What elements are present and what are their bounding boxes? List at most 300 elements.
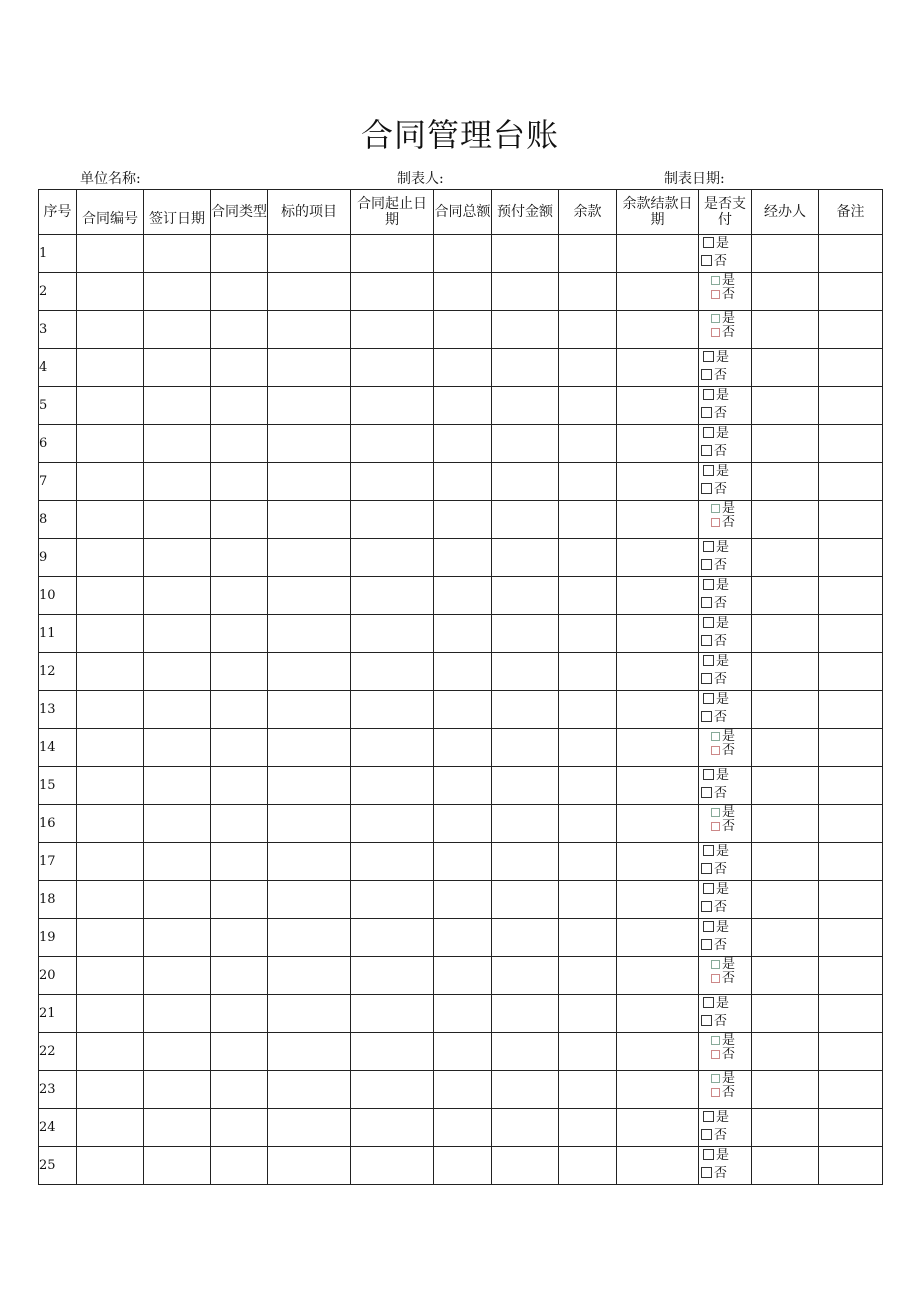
- cell-balance[interactable]: [559, 957, 617, 995]
- cell-balance-date[interactable]: [617, 919, 699, 957]
- cell-sign-date[interactable]: [144, 349, 211, 387]
- cell-total[interactable]: [434, 805, 492, 843]
- checkbox-icon[interactable]: [703, 465, 714, 476]
- cell-contract-no[interactable]: [77, 539, 144, 577]
- checkbox-icon[interactable]: [701, 369, 712, 380]
- cell-term[interactable]: [351, 1147, 434, 1185]
- checkbox-icon[interactable]: [701, 407, 712, 418]
- cell-prepaid[interactable]: [492, 273, 559, 311]
- cell-balance[interactable]: [559, 1109, 617, 1147]
- cell-sign-date[interactable]: [144, 843, 211, 881]
- cell-term[interactable]: [351, 273, 434, 311]
- cell-contract-type[interactable]: [211, 767, 268, 805]
- cell-balance[interactable]: [559, 387, 617, 425]
- cell-contract-no[interactable]: [77, 501, 144, 539]
- cell-handler[interactable]: [752, 1147, 819, 1185]
- cell-term[interactable]: [351, 957, 434, 995]
- cell-balance[interactable]: [559, 653, 617, 691]
- cell-total[interactable]: [434, 843, 492, 881]
- cell-remarks[interactable]: [819, 729, 883, 767]
- cell-contract-no[interactable]: [77, 881, 144, 919]
- cell-handler[interactable]: [752, 653, 819, 691]
- cell-subject[interactable]: [268, 995, 351, 1033]
- cell-total[interactable]: [434, 539, 492, 577]
- cell-balance-date[interactable]: [617, 729, 699, 767]
- cell-balance[interactable]: [559, 615, 617, 653]
- cell-handler[interactable]: [752, 805, 819, 843]
- paid-yes-option[interactable]: [703, 1149, 729, 1163]
- cell-remarks[interactable]: [819, 653, 883, 691]
- paid-yes-option[interactable]: [703, 541, 729, 555]
- cell-remarks[interactable]: [819, 957, 883, 995]
- cell-contract-type[interactable]: [211, 577, 268, 615]
- cell-sign-date[interactable]: [144, 539, 211, 577]
- cell-contract-type[interactable]: [211, 1147, 268, 1185]
- cell-prepaid[interactable]: [492, 501, 559, 539]
- cell-remarks[interactable]: [819, 463, 883, 501]
- cell-contract-type[interactable]: [211, 615, 268, 653]
- cell-contract-no[interactable]: [77, 767, 144, 805]
- cell-balance-date[interactable]: [617, 349, 699, 387]
- cell-contract-type[interactable]: [211, 653, 268, 691]
- cell-remarks[interactable]: [819, 691, 883, 729]
- cell-handler[interactable]: [752, 387, 819, 425]
- cell-contract-type[interactable]: [211, 729, 268, 767]
- cell-prepaid[interactable]: [492, 843, 559, 881]
- paid-no-option[interactable]: [711, 820, 735, 834]
- paid-yes-option[interactable]: [711, 502, 735, 516]
- paid-no-option[interactable]: [711, 326, 735, 340]
- checkbox-icon[interactable]: [703, 427, 714, 438]
- cell-balance-date[interactable]: [617, 425, 699, 463]
- cell-prepaid[interactable]: [492, 349, 559, 387]
- cell-sign-date[interactable]: [144, 1033, 211, 1071]
- cell-contract-no[interactable]: [77, 805, 144, 843]
- cell-contract-type[interactable]: [211, 919, 268, 957]
- cell-contract-type[interactable]: [211, 311, 268, 349]
- cell-prepaid[interactable]: [492, 1109, 559, 1147]
- cell-handler[interactable]: [752, 311, 819, 349]
- cell-prepaid[interactable]: [492, 805, 559, 843]
- cell-balance-date[interactable]: [617, 1033, 699, 1071]
- cell-balance[interactable]: [559, 235, 617, 273]
- cell-remarks[interactable]: [819, 767, 883, 805]
- cell-contract-no[interactable]: [77, 615, 144, 653]
- checkbox-icon[interactable]: [711, 746, 720, 755]
- cell-balance-date[interactable]: [617, 615, 699, 653]
- cell-remarks[interactable]: [819, 843, 883, 881]
- cell-term[interactable]: [351, 1071, 434, 1109]
- cell-term[interactable]: [351, 805, 434, 843]
- cell-prepaid[interactable]: [492, 957, 559, 995]
- cell-remarks[interactable]: [819, 273, 883, 311]
- cell-subject[interactable]: [268, 425, 351, 463]
- cell-contract-no[interactable]: [77, 919, 144, 957]
- paid-no-option[interactable]: [701, 939, 727, 953]
- cell-prepaid[interactable]: [492, 881, 559, 919]
- checkbox-icon[interactable]: [711, 1088, 720, 1097]
- cell-contract-type[interactable]: [211, 387, 268, 425]
- checkbox-icon[interactable]: [711, 290, 720, 299]
- cell-contract-type[interactable]: [211, 843, 268, 881]
- cell-sign-date[interactable]: [144, 1147, 211, 1185]
- cell-sign-date[interactable]: [144, 463, 211, 501]
- cell-balance-date[interactable]: [617, 577, 699, 615]
- cell-contract-type[interactable]: [211, 463, 268, 501]
- checkbox-icon[interactable]: [703, 883, 714, 894]
- cell-prepaid[interactable]: [492, 1071, 559, 1109]
- checkbox-icon[interactable]: [703, 769, 714, 780]
- cell-contract-no[interactable]: [77, 957, 144, 995]
- cell-balance-date[interactable]: [617, 387, 699, 425]
- cell-balance-date[interactable]: [617, 957, 699, 995]
- cell-handler[interactable]: [752, 235, 819, 273]
- cell-contract-no[interactable]: [77, 425, 144, 463]
- cell-remarks[interactable]: [819, 387, 883, 425]
- cell-handler[interactable]: [752, 881, 819, 919]
- paid-no-option[interactable]: [701, 901, 727, 915]
- checkbox-icon[interactable]: [703, 997, 714, 1008]
- cell-contract-type[interactable]: [211, 501, 268, 539]
- paid-no-option[interactable]: [701, 407, 727, 421]
- cell-term[interactable]: [351, 1109, 434, 1147]
- checkbox-icon[interactable]: [703, 389, 714, 400]
- paid-yes-option[interactable]: [703, 427, 729, 441]
- cell-balance[interactable]: [559, 273, 617, 311]
- cell-balance-date[interactable]: [617, 995, 699, 1033]
- cell-sign-date[interactable]: [144, 1071, 211, 1109]
- checkbox-icon[interactable]: [701, 1015, 712, 1026]
- checkbox-icon[interactable]: [701, 939, 712, 950]
- cell-subject[interactable]: [268, 653, 351, 691]
- cell-subject[interactable]: [268, 1109, 351, 1147]
- cell-contract-type[interactable]: [211, 957, 268, 995]
- checkbox-icon[interactable]: [703, 693, 714, 704]
- cell-handler[interactable]: [752, 1033, 819, 1071]
- paid-yes-option[interactable]: [711, 730, 735, 744]
- cell-handler[interactable]: [752, 501, 819, 539]
- paid-no-option[interactable]: [701, 635, 727, 649]
- cell-prepaid[interactable]: [492, 767, 559, 805]
- cell-handler[interactable]: [752, 1071, 819, 1109]
- cell-sign-date[interactable]: [144, 805, 211, 843]
- cell-contract-no[interactable]: [77, 1109, 144, 1147]
- cell-subject[interactable]: [268, 805, 351, 843]
- cell-balance-date[interactable]: [617, 691, 699, 729]
- cell-contract-no[interactable]: [77, 1071, 144, 1109]
- cell-total[interactable]: [434, 577, 492, 615]
- cell-balance[interactable]: [559, 919, 617, 957]
- cell-balance-date[interactable]: [617, 767, 699, 805]
- checkbox-icon[interactable]: [703, 1111, 714, 1122]
- cell-subject[interactable]: [268, 387, 351, 425]
- cell-subject[interactable]: [268, 691, 351, 729]
- cell-term[interactable]: [351, 425, 434, 463]
- paid-no-option[interactable]: [701, 255, 727, 269]
- cell-term[interactable]: [351, 387, 434, 425]
- cell-balance[interactable]: [559, 501, 617, 539]
- paid-yes-option[interactable]: [703, 579, 729, 593]
- cell-term[interactable]: [351, 349, 434, 387]
- cell-handler[interactable]: [752, 273, 819, 311]
- paid-yes-option[interactable]: [703, 1111, 729, 1125]
- cell-contract-type[interactable]: [211, 1109, 268, 1147]
- cell-subject[interactable]: [268, 1033, 351, 1071]
- cell-remarks[interactable]: [819, 311, 883, 349]
- cell-handler[interactable]: [752, 463, 819, 501]
- checkbox-icon[interactable]: [703, 655, 714, 666]
- cell-subject[interactable]: [268, 501, 351, 539]
- cell-total[interactable]: [434, 311, 492, 349]
- cell-sign-date[interactable]: [144, 1109, 211, 1147]
- cell-total[interactable]: [434, 463, 492, 501]
- paid-no-option[interactable]: [701, 787, 727, 801]
- cell-contract-type[interactable]: [211, 273, 268, 311]
- cell-prepaid[interactable]: [492, 1033, 559, 1071]
- cell-balance[interactable]: [559, 539, 617, 577]
- paid-yes-option[interactable]: [703, 237, 729, 251]
- cell-balance[interactable]: [559, 729, 617, 767]
- cell-contract-no[interactable]: [77, 843, 144, 881]
- checkbox-icon[interactable]: [711, 504, 720, 513]
- paid-yes-option[interactable]: [703, 389, 729, 403]
- paid-no-option[interactable]: [711, 516, 735, 530]
- checkbox-icon[interactable]: [711, 974, 720, 983]
- cell-contract-type[interactable]: [211, 691, 268, 729]
- cell-contract-no[interactable]: [77, 311, 144, 349]
- cell-sign-date[interactable]: [144, 387, 211, 425]
- cell-sign-date[interactable]: [144, 425, 211, 463]
- cell-prepaid[interactable]: [492, 1147, 559, 1185]
- cell-prepaid[interactable]: [492, 577, 559, 615]
- cell-balance[interactable]: [559, 1071, 617, 1109]
- paid-yes-option[interactable]: [711, 1072, 735, 1086]
- checkbox-icon[interactable]: [701, 711, 712, 722]
- cell-total[interactable]: [434, 729, 492, 767]
- cell-handler[interactable]: [752, 577, 819, 615]
- paid-yes-option[interactable]: [711, 1034, 735, 1048]
- cell-balance-date[interactable]: [617, 1071, 699, 1109]
- paid-no-option[interactable]: [701, 483, 727, 497]
- cell-contract-type[interactable]: [211, 805, 268, 843]
- cell-total[interactable]: [434, 425, 492, 463]
- cell-subject[interactable]: [268, 311, 351, 349]
- cell-term[interactable]: [351, 881, 434, 919]
- cell-handler[interactable]: [752, 767, 819, 805]
- paid-yes-option[interactable]: [703, 845, 729, 859]
- cell-balance[interactable]: [559, 577, 617, 615]
- cell-handler[interactable]: [752, 957, 819, 995]
- cell-balance[interactable]: [559, 805, 617, 843]
- checkbox-icon[interactable]: [711, 1074, 720, 1083]
- cell-handler[interactable]: [752, 843, 819, 881]
- cell-prepaid[interactable]: [492, 691, 559, 729]
- cell-sign-date[interactable]: [144, 615, 211, 653]
- cell-balance[interactable]: [559, 881, 617, 919]
- cell-balance[interactable]: [559, 1147, 617, 1185]
- cell-subject[interactable]: [268, 919, 351, 957]
- paid-yes-option[interactable]: [703, 351, 729, 365]
- cell-term[interactable]: [351, 843, 434, 881]
- cell-balance-date[interactable]: [617, 501, 699, 539]
- paid-no-option[interactable]: [701, 863, 727, 877]
- cell-contract-type[interactable]: [211, 425, 268, 463]
- cell-remarks[interactable]: [819, 349, 883, 387]
- cell-term[interactable]: [351, 1033, 434, 1071]
- cell-contract-type[interactable]: [211, 1071, 268, 1109]
- checkbox-icon[interactable]: [701, 597, 712, 608]
- cell-total[interactable]: [434, 1147, 492, 1185]
- cell-balance-date[interactable]: [617, 463, 699, 501]
- cell-sign-date[interactable]: [144, 691, 211, 729]
- cell-total[interactable]: [434, 235, 492, 273]
- cell-prepaid[interactable]: [492, 653, 559, 691]
- paid-yes-option[interactable]: [711, 274, 735, 288]
- cell-subject[interactable]: [268, 843, 351, 881]
- cell-contract-no[interactable]: [77, 1033, 144, 1071]
- checkbox-icon[interactable]: [701, 863, 712, 874]
- cell-total[interactable]: [434, 691, 492, 729]
- checkbox-icon[interactable]: [703, 351, 714, 362]
- cell-prepaid[interactable]: [492, 539, 559, 577]
- checkbox-icon[interactable]: [701, 901, 712, 912]
- cell-handler[interactable]: [752, 729, 819, 767]
- cell-total[interactable]: [434, 1109, 492, 1147]
- checkbox-icon[interactable]: [701, 255, 712, 266]
- paid-no-option[interactable]: [701, 559, 727, 573]
- cell-total[interactable]: [434, 767, 492, 805]
- cell-sign-date[interactable]: [144, 767, 211, 805]
- checkbox-icon[interactable]: [701, 1167, 712, 1178]
- checkbox-icon[interactable]: [711, 1050, 720, 1059]
- checkbox-icon[interactable]: [703, 237, 714, 248]
- cell-subject[interactable]: [268, 539, 351, 577]
- cell-contract-no[interactable]: [77, 387, 144, 425]
- cell-total[interactable]: [434, 615, 492, 653]
- cell-total[interactable]: [434, 501, 492, 539]
- checkbox-icon[interactable]: [701, 673, 712, 684]
- paid-no-option[interactable]: [701, 1015, 727, 1029]
- cell-contract-no[interactable]: [77, 653, 144, 691]
- checkbox-icon[interactable]: [703, 845, 714, 856]
- paid-yes-option[interactable]: [703, 997, 729, 1011]
- cell-subject[interactable]: [268, 273, 351, 311]
- paid-yes-option[interactable]: [711, 312, 735, 326]
- cell-term[interactable]: [351, 615, 434, 653]
- cell-remarks[interactable]: [819, 995, 883, 1033]
- cell-balance-date[interactable]: [617, 653, 699, 691]
- cell-sign-date[interactable]: [144, 957, 211, 995]
- cell-balance-date[interactable]: [617, 843, 699, 881]
- paid-no-option[interactable]: [711, 1048, 735, 1062]
- cell-subject[interactable]: [268, 349, 351, 387]
- cell-prepaid[interactable]: [492, 425, 559, 463]
- paid-no-option[interactable]: [701, 711, 727, 725]
- cell-remarks[interactable]: [819, 1033, 883, 1071]
- cell-prepaid[interactable]: [492, 995, 559, 1033]
- cell-balance-date[interactable]: [617, 235, 699, 273]
- cell-contract-type[interactable]: [211, 995, 268, 1033]
- cell-subject[interactable]: [268, 767, 351, 805]
- cell-contract-no[interactable]: [77, 273, 144, 311]
- cell-contract-no[interactable]: [77, 995, 144, 1033]
- cell-subject[interactable]: [268, 235, 351, 273]
- cell-balance[interactable]: [559, 1033, 617, 1071]
- paid-yes-option[interactable]: [703, 921, 729, 935]
- checkbox-icon[interactable]: [711, 960, 720, 969]
- cell-contract-type[interactable]: [211, 235, 268, 273]
- cell-handler[interactable]: [752, 691, 819, 729]
- cell-contract-no[interactable]: [77, 691, 144, 729]
- cell-total[interactable]: [434, 995, 492, 1033]
- checkbox-icon[interactable]: [701, 559, 712, 570]
- cell-subject[interactable]: [268, 881, 351, 919]
- paid-no-option[interactable]: [701, 1129, 727, 1143]
- cell-subject[interactable]: [268, 1071, 351, 1109]
- cell-sign-date[interactable]: [144, 273, 211, 311]
- cell-subject[interactable]: [268, 463, 351, 501]
- cell-term[interactable]: [351, 235, 434, 273]
- cell-balance[interactable]: [559, 995, 617, 1033]
- cell-term[interactable]: [351, 691, 434, 729]
- checkbox-icon[interactable]: [711, 808, 720, 817]
- cell-prepaid[interactable]: [492, 919, 559, 957]
- paid-yes-option[interactable]: [703, 883, 729, 897]
- cell-remarks[interactable]: [819, 539, 883, 577]
- cell-sign-date[interactable]: [144, 577, 211, 615]
- cell-total[interactable]: [434, 349, 492, 387]
- cell-term[interactable]: [351, 463, 434, 501]
- cell-total[interactable]: [434, 919, 492, 957]
- cell-term[interactable]: [351, 539, 434, 577]
- cell-term[interactable]: [351, 919, 434, 957]
- cell-term[interactable]: [351, 995, 434, 1033]
- cell-remarks[interactable]: [819, 577, 883, 615]
- cell-contract-type[interactable]: [211, 539, 268, 577]
- checkbox-icon[interactable]: [711, 1036, 720, 1045]
- cell-sign-date[interactable]: [144, 919, 211, 957]
- cell-prepaid[interactable]: [492, 729, 559, 767]
- cell-subject[interactable]: [268, 957, 351, 995]
- cell-subject[interactable]: [268, 577, 351, 615]
- checkbox-icon[interactable]: [703, 1149, 714, 1160]
- cell-prepaid[interactable]: [492, 311, 559, 349]
- cell-balance-date[interactable]: [617, 881, 699, 919]
- paid-no-option[interactable]: [711, 288, 735, 302]
- cell-contract-no[interactable]: [77, 729, 144, 767]
- cell-balance[interactable]: [559, 463, 617, 501]
- cell-term[interactable]: [351, 501, 434, 539]
- cell-term[interactable]: [351, 729, 434, 767]
- paid-no-option[interactable]: [701, 673, 727, 687]
- cell-term[interactable]: [351, 311, 434, 349]
- cell-remarks[interactable]: [819, 919, 883, 957]
- checkbox-icon[interactable]: [711, 518, 720, 527]
- cell-prepaid[interactable]: [492, 615, 559, 653]
- cell-term[interactable]: [351, 767, 434, 805]
- cell-contract-no[interactable]: [77, 235, 144, 273]
- checkbox-icon[interactable]: [701, 483, 712, 494]
- checkbox-icon[interactable]: [703, 579, 714, 590]
- cell-remarks[interactable]: [819, 1109, 883, 1147]
- checkbox-icon[interactable]: [701, 787, 712, 798]
- checkbox-icon[interactable]: [701, 635, 712, 646]
- paid-yes-option[interactable]: [703, 693, 729, 707]
- cell-total[interactable]: [434, 957, 492, 995]
- cell-subject[interactable]: [268, 729, 351, 767]
- cell-balance-date[interactable]: [617, 273, 699, 311]
- cell-total[interactable]: [434, 881, 492, 919]
